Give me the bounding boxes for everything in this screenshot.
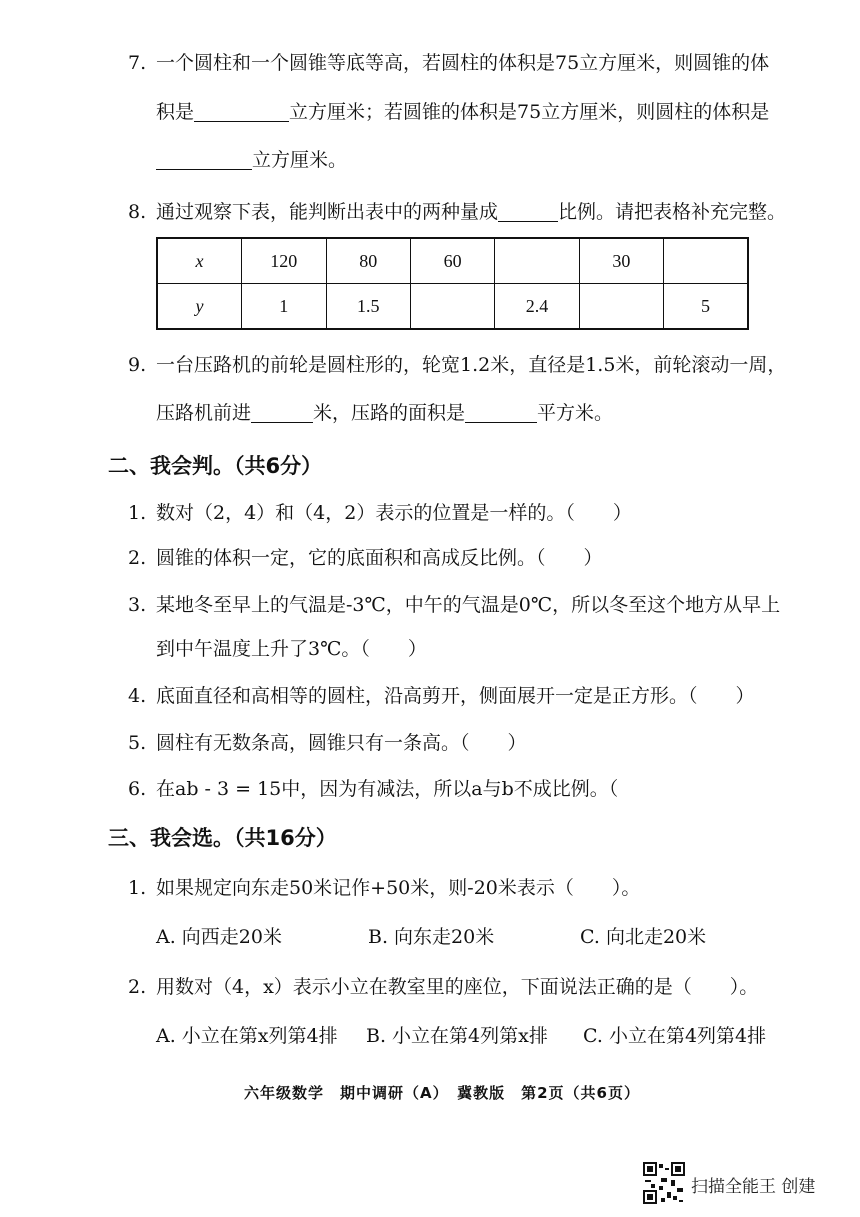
proportion-table [156, 237, 749, 330]
question-9-line1 [128, 350, 786, 377]
question-number: 5. [128, 732, 147, 754]
question-text: 到中午温度上升了3℃。（ ） [156, 638, 427, 660]
question-8 [128, 197, 786, 224]
section-title: 二、我会判。（共6分） [108, 454, 323, 478]
question-9-line2 [156, 398, 613, 425]
answer-blank[interactable] [194, 101, 289, 122]
table-cell: 5 [664, 284, 748, 330]
question-7-line3 [156, 145, 347, 172]
judge-item-continued [156, 634, 427, 661]
question-text: 积是 [156, 101, 195, 123]
question-7-line2 [156, 97, 769, 124]
answer-blank[interactable] [498, 201, 558, 222]
question-number: 1. [128, 502, 147, 524]
question-number: 1. [128, 877, 147, 899]
judge-item[interactable] [128, 681, 755, 708]
question-number: 6. [128, 778, 147, 800]
row-label: x [157, 238, 241, 284]
question-number: 2. [128, 976, 147, 998]
table-cell-blank[interactable] [411, 284, 495, 330]
table-row-y [157, 284, 748, 330]
answer-blank[interactable] [251, 402, 313, 423]
option-c[interactable]: C. 小立在第4列第4排 [583, 1025, 767, 1047]
table-row-x [157, 238, 748, 284]
question-number: 2. [128, 547, 147, 569]
table-cell: 120 [241, 238, 326, 284]
question-text: 立方厘米；若圆锥的体积是75立方厘米，则圆柱的体积是 [289, 101, 770, 123]
table-cell-blank[interactable] [579, 284, 663, 330]
option-a[interactable]: A. 向西走20米 [156, 926, 282, 948]
judge-item[interactable] [128, 590, 780, 617]
option-c[interactable]: C. 向北走20米 [580, 926, 707, 948]
row-label: y [157, 284, 241, 330]
section-title: 三、我会选。（共16分） [108, 826, 337, 850]
choice-question-2 [128, 972, 758, 999]
question-text: 圆锥的体积一定，它的底面积和高成反比例。（ ） [156, 547, 603, 569]
question-number: 9. [128, 354, 147, 376]
table-cell-blank[interactable] [664, 238, 748, 284]
question-text: 通过观察下表，能判断出表中的两种量成 [156, 201, 499, 223]
page-footer: 六年级数学 期中调研（A） 冀教版 第2页（共6页） [244, 1084, 640, 1102]
question-text: 用数对（4，x）表示小立在教室里的座位，下面说法正确的是（ ）。 [156, 976, 759, 998]
option-b[interactable]: B. 向东走20米 [368, 926, 495, 948]
question-number: 3. [128, 594, 147, 616]
table-cell: 1.5 [326, 284, 410, 330]
table-cell: 1 [241, 284, 326, 330]
question-number: 4. [128, 685, 147, 707]
judge-item[interactable] [128, 728, 527, 755]
question-7-line1 [128, 48, 769, 75]
table-cell: 2.4 [495, 284, 579, 330]
judge-item[interactable] [128, 543, 603, 570]
judge-item[interactable] [128, 774, 618, 801]
question-number: 7. [128, 52, 147, 74]
table-cell: 60 [411, 238, 495, 284]
question-text: 压路机前进 [156, 402, 252, 424]
question-text: 某地冬至早上的气温是-3℃，中午的气温是0℃，所以冬至这个地方从早上 [156, 594, 781, 616]
question-text: 底面直径和高相等的圆柱，沿高剪开，侧面展开一定是正方形。（ ） [156, 685, 755, 707]
option-a[interactable]: A. 小立在第x列第4排 [156, 1025, 338, 1047]
choice-question-1 [128, 873, 640, 900]
answer-blank[interactable] [465, 402, 537, 423]
answer-blank[interactable] [156, 149, 252, 170]
question-text: 一个圆柱和一个圆锥等底等高，若圆柱的体积是75立方厘米，则圆锥的体 [156, 52, 770, 74]
question-text: 在ab - 3 = 15中，因为有减法，所以a与b不成比例。（ [156, 778, 619, 800]
table-cell: 80 [326, 238, 410, 284]
question-text: 米，压路的面积是 [313, 402, 466, 424]
question-text: 平方米。 [537, 402, 614, 424]
question-text: 圆柱有无数条高，圆锥只有一条高。（ ） [156, 732, 527, 754]
scanner-watermark: 扫描全能王 创建 [691, 1177, 816, 1197]
question-text: 一台压路机的前轮是圆柱形的，轮宽1.2米，直径是1.5米，前轮滚动一周， [156, 354, 787, 376]
table-cell: 30 [579, 238, 663, 284]
question-text: 如果规定向东走50米记作+50米，则-20米表示（ ）。 [156, 877, 641, 899]
table-cell-blank[interactable] [495, 238, 579, 284]
question-number: 8. [128, 201, 147, 223]
question-text: 数对（2，4）和（4，2）表示的位置是一样的。（ ） [156, 502, 632, 524]
judge-item[interactable] [128, 498, 632, 525]
question-text: 比例。请把表格补充完整。 [558, 201, 787, 223]
qr-code-icon [643, 1162, 685, 1204]
option-b[interactable]: B. 小立在第4列第x排 [366, 1025, 548, 1047]
question-text: 立方厘米。 [252, 149, 348, 171]
